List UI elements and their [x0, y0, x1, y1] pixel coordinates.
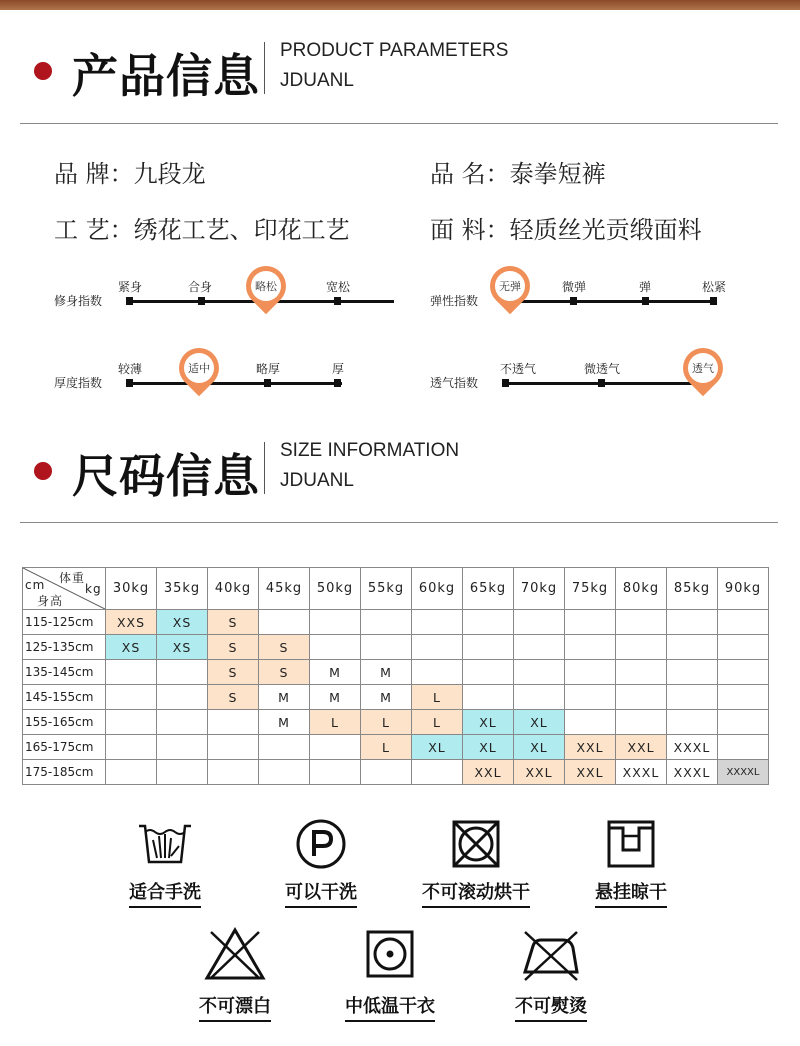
table-row [23, 710, 769, 735]
selected-marker-pin [683, 348, 723, 388]
care-no-bleach [180, 926, 290, 1026]
thickness-index-scale [54, 360, 354, 400]
size-cell: L [412, 710, 463, 735]
scale-tick [570, 297, 577, 305]
size-cell [157, 685, 208, 710]
weight-header: 40kg [208, 568, 259, 610]
size-cell: XXL [565, 760, 616, 785]
size-cell: S [208, 635, 259, 660]
table-row [23, 610, 769, 635]
size-cell [412, 760, 463, 785]
care-label: 不可熨烫 [515, 992, 587, 1022]
no-iron-icon [519, 926, 583, 982]
size-cell: XXS [106, 610, 157, 635]
size-cell [514, 660, 565, 685]
section-brand-code: JDUANL [280, 70, 354, 91]
scale-tick-label: 微透气 [583, 362, 621, 376]
table-row [23, 685, 769, 710]
hang-dry-icon [603, 818, 659, 870]
size-cell [157, 660, 208, 685]
care-low-heat-dry [330, 926, 450, 1026]
scale-tick-label: 较薄 [117, 362, 143, 376]
top-decor-bar [0, 0, 800, 10]
care-dry-clean [266, 818, 376, 908]
weight-header: 55kg [361, 568, 412, 610]
height-range-cell: 125-135cm [23, 635, 106, 660]
size-cell [106, 685, 157, 710]
size-cell [463, 635, 514, 660]
selected-marker-text: 适中 [188, 362, 210, 375]
size-cell [361, 760, 412, 785]
size-cell: XXXL [616, 760, 667, 785]
title-divider [264, 42, 265, 94]
dry-clean-p-icon [293, 818, 349, 870]
size-cell: XL [412, 735, 463, 760]
weight-header: 70kg [514, 568, 565, 610]
size-cell [310, 760, 361, 785]
scale-line [128, 382, 342, 385]
table-row [23, 635, 769, 660]
weight-header: 45kg [259, 568, 310, 610]
section-bullet [34, 62, 52, 80]
size-cell [667, 685, 718, 710]
care-label: 适合手洗 [129, 878, 201, 908]
size-section-header [0, 430, 800, 510]
size-cell [514, 685, 565, 710]
scale-tick-label: 弹 [638, 280, 652, 294]
size-cell: S [259, 635, 310, 660]
selected-marker-text: 透气 [692, 362, 714, 375]
size-cell [310, 735, 361, 760]
size-cell [616, 635, 667, 660]
weight-header: 60kg [412, 568, 463, 610]
weight-header: 50kg [310, 568, 361, 610]
size-cell: XS [157, 635, 208, 660]
care-label: 可以干洗 [285, 878, 357, 908]
care-no-tumble-dry [406, 818, 546, 908]
size-cell: XXL [514, 760, 565, 785]
size-cell: XL [514, 735, 565, 760]
section-en-title: PRODUCT PARAMETERS [280, 40, 509, 61]
size-cell [412, 660, 463, 685]
table-corner-cell [23, 568, 106, 610]
care-hang-dry [576, 818, 686, 908]
size-cell [106, 735, 157, 760]
section-title: 产品信息 [72, 49, 260, 103]
scale-label: 弹性指数 [430, 294, 479, 308]
scale-tick-label: 松紧 [701, 280, 727, 294]
size-cell [667, 710, 718, 735]
scale-tick-label: 不透气 [499, 362, 537, 376]
size-cell: XXXL [667, 760, 718, 785]
height-range-cell: 135-145cm [23, 660, 106, 685]
scale-tick-label: 合身 [187, 280, 213, 294]
table-header-row [23, 568, 769, 610]
scale-line [504, 300, 716, 303]
corner-cm-label: cm [25, 578, 46, 592]
size-cell [565, 610, 616, 635]
size-cell: XL [514, 710, 565, 735]
size-cell [310, 610, 361, 635]
size-cell: XL [463, 710, 514, 735]
size-cell: S [208, 685, 259, 710]
scale-tick [126, 297, 133, 305]
weight-header: 65kg [463, 568, 514, 610]
selected-marker-pin [490, 266, 530, 306]
scale-label: 厚度指数 [54, 376, 103, 390]
scale-label: 修身指数 [54, 294, 103, 308]
size-cell: L [361, 710, 412, 735]
scale-tick-label: 宽松 [325, 280, 351, 294]
scale-tick-label: 厚 [331, 362, 345, 376]
size-cell [361, 610, 412, 635]
size-cell [157, 710, 208, 735]
height-range-cell: 115-125cm [23, 610, 106, 635]
size-cell [565, 660, 616, 685]
height-range-cell: 145-155cm [23, 685, 106, 710]
selected-marker-pin [246, 266, 286, 306]
no-tumble-dry-icon [448, 818, 504, 870]
size-cell [463, 685, 514, 710]
size-cell [157, 760, 208, 785]
fit-index-scale [54, 278, 354, 318]
size-cell [208, 710, 259, 735]
size-cell: XL [463, 735, 514, 760]
scale-tick [642, 297, 649, 305]
height-range-cell: 175-185cm [23, 760, 106, 785]
size-cell [463, 610, 514, 635]
size-cell [208, 760, 259, 785]
size-cell [514, 610, 565, 635]
size-cell [412, 610, 463, 635]
size-cell [565, 635, 616, 660]
size-cell [463, 660, 514, 685]
size-cell [718, 660, 769, 685]
size-cell [616, 660, 667, 685]
scale-tick [126, 379, 133, 387]
scale-tick [198, 297, 205, 305]
size-cell [208, 735, 259, 760]
size-cell: L [361, 735, 412, 760]
weight-header: 30kg [106, 568, 157, 610]
size-cell [718, 635, 769, 660]
care-label: 悬挂晾干 [595, 878, 667, 908]
corner-weight-label: 体重 [59, 571, 86, 585]
size-cell [259, 735, 310, 760]
size-cell [259, 760, 310, 785]
product-section-header [0, 30, 800, 110]
no-bleach-icon [203, 926, 267, 982]
scale-tick [710, 297, 717, 305]
selected-marker-text: 略松 [255, 280, 277, 293]
scale-tick-label: 略厚 [255, 362, 281, 376]
size-cell: S [208, 660, 259, 685]
size-cell [310, 635, 361, 660]
low-heat-dry-icon [362, 926, 418, 982]
size-cell: XS [157, 610, 208, 635]
table-row [23, 660, 769, 685]
elasticity-index-scale [430, 278, 730, 318]
size-cell [106, 710, 157, 735]
size-cell: XXL [463, 760, 514, 785]
size-cell [106, 660, 157, 685]
fabric-info: 面 料：轻质丝光贡缎面料 [430, 216, 702, 244]
care-label: 中低温干衣 [345, 992, 435, 1022]
section-divider [20, 522, 778, 523]
size-cell [259, 610, 310, 635]
selected-marker-pin [179, 348, 219, 388]
size-cell: M [310, 685, 361, 710]
selected-marker-text: 无弹 [499, 280, 521, 293]
weight-header: 35kg [157, 568, 208, 610]
scale-tick [334, 379, 341, 387]
size-cell: M [310, 660, 361, 685]
size-cell [718, 710, 769, 735]
weight-header: 90kg [718, 568, 769, 610]
scale-tick [598, 379, 605, 387]
title-divider [264, 442, 265, 494]
size-cell: XXL [616, 735, 667, 760]
section-title: 尺码信息 [72, 449, 260, 503]
size-cell: XS [106, 635, 157, 660]
scale-tick [334, 297, 341, 305]
table-row [23, 735, 769, 760]
size-cell [412, 635, 463, 660]
size-cell [361, 635, 412, 660]
size-cell: M [361, 685, 412, 710]
weight-header: 80kg [616, 568, 667, 610]
size-cell [667, 635, 718, 660]
size-cell: M [259, 685, 310, 710]
size-cell [616, 685, 667, 710]
size-cell [565, 685, 616, 710]
craft-info: 工 艺：绣花工艺、印花工艺 [54, 216, 350, 244]
scale-tick-label: 紧身 [117, 280, 143, 294]
size-cell: S [208, 610, 259, 635]
size-cell [157, 735, 208, 760]
scale-tick-label: 微弹 [561, 280, 587, 294]
product-name-info: 品 名：泰拳短裤 [430, 160, 606, 188]
scale-tick [502, 379, 509, 387]
section-divider [20, 123, 778, 124]
size-cell: XXXL [667, 735, 718, 760]
section-brand-code: JDUANL [280, 470, 354, 491]
height-range-cell: 165-175cm [23, 735, 106, 760]
section-bullet [34, 462, 52, 480]
height-range-cell: 155-165cm [23, 710, 106, 735]
size-cell [718, 735, 769, 760]
size-cell [667, 610, 718, 635]
size-cell: L [412, 685, 463, 710]
weight-header: 75kg [565, 568, 616, 610]
size-cell [565, 710, 616, 735]
section-en-title: SIZE INFORMATION [280, 440, 460, 461]
size-cell [616, 710, 667, 735]
care-label: 不可滚动烘干 [422, 878, 530, 908]
care-no-iron [496, 926, 606, 1026]
size-cell [616, 610, 667, 635]
size-cell [718, 610, 769, 635]
size-chart-table [22, 567, 769, 785]
corner-kg-label: kg [85, 582, 102, 596]
size-cell: M [361, 660, 412, 685]
table-row [23, 760, 769, 785]
care-label: 不可漂白 [199, 992, 271, 1022]
care-hand-wash [110, 818, 220, 908]
size-cell [106, 760, 157, 785]
weight-header: 85kg [667, 568, 718, 610]
scale-tick [264, 379, 271, 387]
size-cell: XXL [565, 735, 616, 760]
size-cell [718, 685, 769, 710]
size-cell: S [259, 660, 310, 685]
corner-height-label: 身高 [37, 594, 64, 608]
size-cell: L [310, 710, 361, 735]
size-cell [667, 660, 718, 685]
size-cell: XXXXL [718, 760, 769, 785]
brand-info: 品 牌：九段龙 [54, 160, 206, 188]
scale-label: 透气指数 [430, 376, 479, 390]
breathability-index-scale [430, 360, 730, 400]
hand-wash-icon [135, 818, 195, 870]
size-cell [514, 635, 565, 660]
size-cell: M [259, 710, 310, 735]
